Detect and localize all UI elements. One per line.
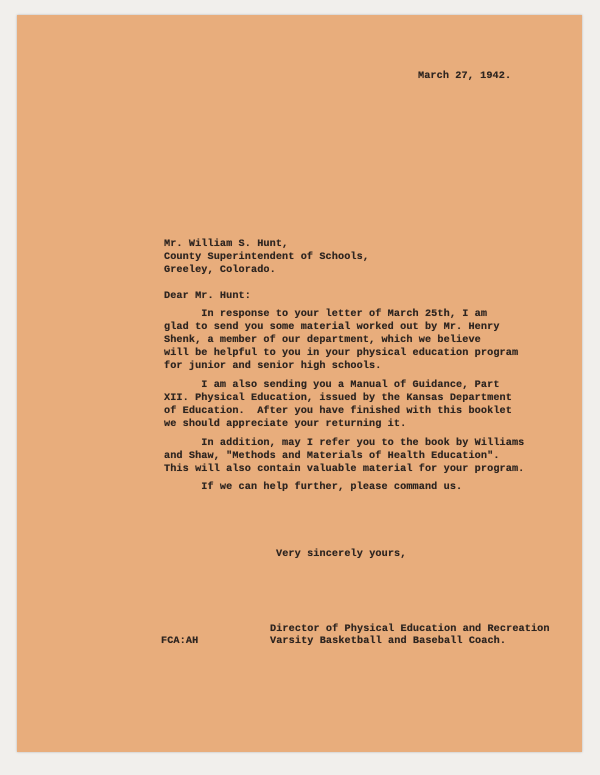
recipient-location: Greeley, Colorado. — [164, 265, 276, 276]
closing: Very sincerely yours, — [276, 549, 407, 560]
recipient-name: Mr. William S. Hunt, — [164, 239, 289, 250]
paragraph-2-line-4: we should appreciate your returning it. — [164, 419, 407, 430]
paragraph-4-line-1: If we can help further, please command us. — [164, 482, 463, 493]
paragraph-3-line-1: In addition, may I refer you to the book by Williams — [164, 438, 525, 449]
paragraph-1-line-3: Shenk, a member of our department, which we believe — [164, 335, 481, 346]
paragraph-1-line-4: will be helpful to you in your physical education program — [164, 348, 519, 359]
recipient-title: County Superintendent of Schools, — [164, 252, 370, 263]
paragraph-1-line-5: for junior and senior high schools. — [164, 361, 382, 372]
typist-initials: FCA:AH — [161, 636, 199, 647]
signature-title-line-2: Varsity Basketball and Baseball Coach. — [270, 636, 507, 647]
paragraph-3-line-3: This will also contain valuable material for your program. — [164, 464, 525, 475]
paragraph-1-line-1: In response to your letter of March 25th, I am — [164, 309, 488, 320]
signature-title-line-1: Director of Physical Education and Recreation — [270, 624, 550, 635]
paragraph-1-line-2: glad to send you some material worked out by Mr. Henry — [164, 322, 500, 333]
paragraph-2-line-2: XII. Physical Education, issued by the Kansas Department — [164, 393, 512, 404]
salutation: Dear Mr. Hunt: — [164, 291, 251, 302]
letter-date: March 27, 1942. — [418, 71, 512, 82]
paragraph-2-line-1: I am also sending you a Manual of Guidance, Part — [164, 380, 500, 391]
paragraph-2-line-3: of Education. After you have finished with this booklet — [164, 406, 512, 417]
paragraph-3-line-2: and Shaw, "Methods and Materials of Health Education". — [164, 451, 500, 462]
